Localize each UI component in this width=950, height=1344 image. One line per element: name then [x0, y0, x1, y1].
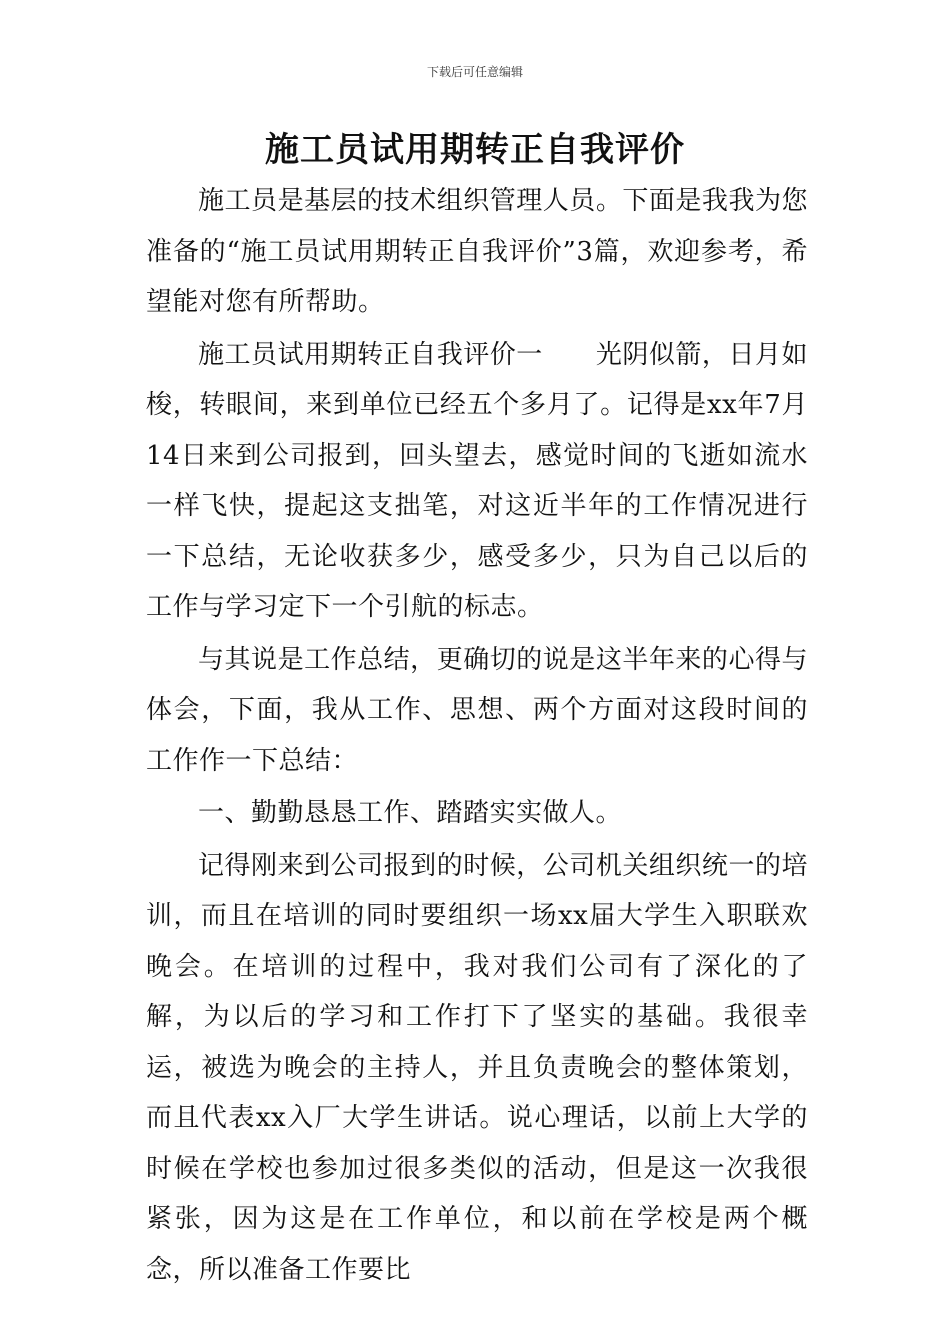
- document-title: 施工员试用期转正自我评价: [265, 130, 685, 170]
- paragraph-summary-intro: 与其说是工作总结，更确切的说是这半年来的心得与体会，下面，我从工作、思想、两个方面对这段时间的工作作一下总结：: [146, 644, 808, 776]
- paragraph-training: 记得刚来到公司报到的时候，公司机关组织统一的培训，而且在培训的同时要组织一场xx届大学生入职联欢晚会。在培训的过程中，我对我们公司有了深化的了解，为以后的学习和工作打下了坚实的基础。我很幸运，被选为晚会的主持人，并且负责晚会的整体策划，而且代表xx入厂大学生讲话。说心理话，以前上大学的时候在学校也参加过很多类似的活动，但是这一次我很紧张，因为这是在工作单位，和以前在学校是两个概念，所以准备工作要比: [146, 850, 808, 1285]
- page-header-note: 下载后可任意编辑: [426, 65, 523, 79]
- paragraph-intro: 施工员是基层的技术组织管理人员。下面是我我为您准备的“施工员试用期转正自我评价”3篇，欢迎参考，希望能对您有所帮助。: [146, 186, 808, 317]
- paragraph-section-heading: 一、勤勤恳恳工作、踏踏实实做人。: [198, 798, 623, 828]
- document-body: [146, 176, 808, 1295]
- paragraph-evaluation-one: 施工员试用期转正自我评价一 光阴似箭，日月如梭，转眼间，来到单位已经五个多月了。记得是xx年7月14日来到公司报到，回头望去，感觉时间的飞逝如流水一样飞快，提起这支拙笔，对这近半年的工作情况进行一下总结，无论收获多少，感受多少，只为自己以后的工作与学习定下一个引航的标志。: [146, 339, 808, 622]
